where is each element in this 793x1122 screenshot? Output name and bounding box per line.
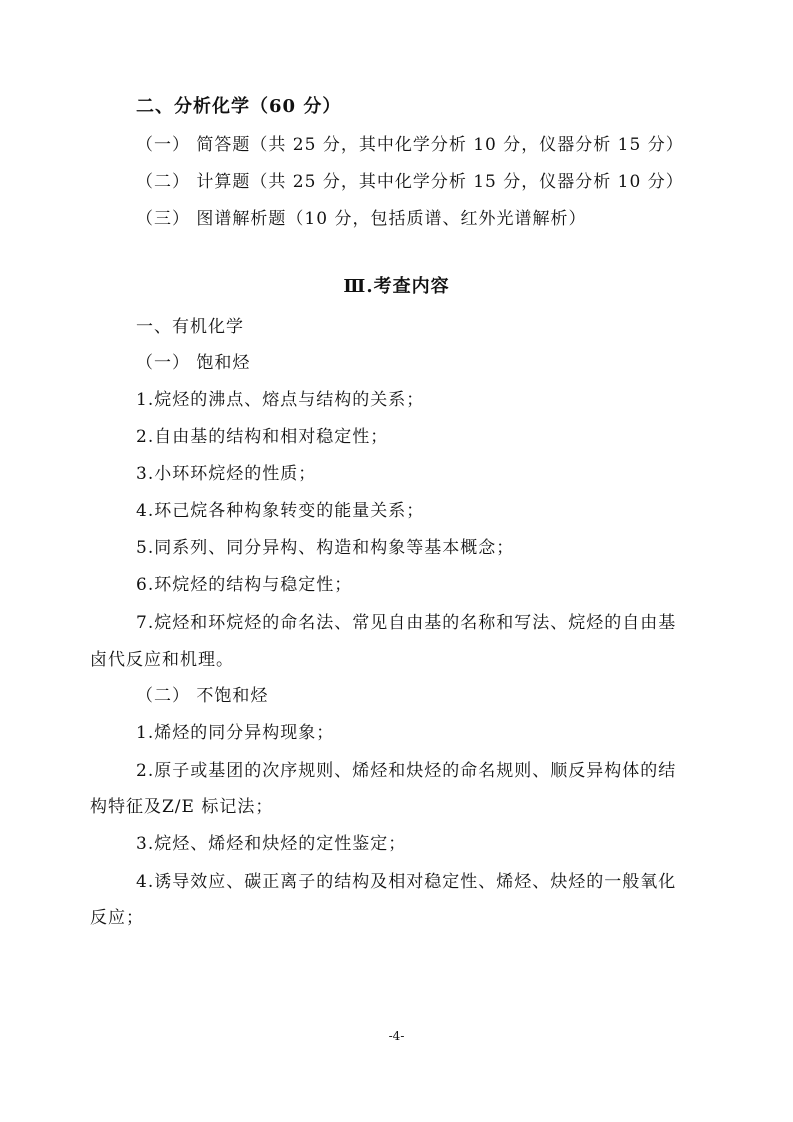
- subsection-title-unsaturated-hydrocarbons: （二） 不饱和烃: [136, 686, 269, 706]
- list-item: 2.自由基的结构和相对稳定性；: [136, 427, 389, 447]
- list-item-continuation: 构特征及Z/E 标记法；: [90, 797, 274, 817]
- part-title-organic-chemistry: 一、有机化学: [136, 317, 244, 337]
- list-item: 3.小环环烷烃的性质；: [136, 464, 317, 484]
- exam-part-calculation: （二） 计算题（共 25 分，其中化学分析 15 分，仪器分析 10 分）: [136, 172, 684, 192]
- list-item: 4.诱导效应、碳正离子的结构及相对稳定性、烯烃、炔烃的一般氧化: [136, 872, 677, 892]
- list-item-continuation: 卤代反应和机理。: [90, 650, 234, 670]
- list-item: 2.原子或基团的次序规则、烯烃和炔烃的命名规则、顺反异构体的结: [136, 761, 677, 781]
- section-heading-analytical-chemistry: 二、分析化学（60 分）: [136, 96, 342, 117]
- list-item-continuation: 反应；: [90, 908, 144, 928]
- exam-part-spectra-analysis: （三） 图谱解析题（10 分，包括质谱、红外光谱解析）: [136, 209, 587, 229]
- list-item: 5.同系列、同分异构、构造和构象等基本概念；: [136, 538, 515, 558]
- list-item: 6.环烷烃的结构与稳定性；: [136, 575, 353, 595]
- list-item: 1.烯烃的同分异构现象；: [136, 723, 335, 743]
- list-item: 3.烷烃、烯烃和炔烃的定性鉴定；: [136, 834, 407, 854]
- page-heading-exam-content: Ⅲ.考查内容: [343, 276, 450, 297]
- list-item: 1.烷烃的沸点、熔点与结构的关系；: [136, 390, 425, 410]
- page-number: -4-: [388, 1029, 405, 1043]
- subsection-title-saturated-hydrocarbons: （一） 饱和烃: [136, 353, 251, 373]
- exam-part-short-answer: （一） 简答题（共 25 分，其中化学分析 10 分，仪器分析 15 分）: [136, 135, 684, 155]
- list-item: 7.烷烃和环烷烃的命名法、常见自由基的名称和写法、烷烃的自由基: [136, 613, 677, 633]
- list-item: 4.环己烷各种构象转变的能量关系；: [136, 501, 425, 521]
